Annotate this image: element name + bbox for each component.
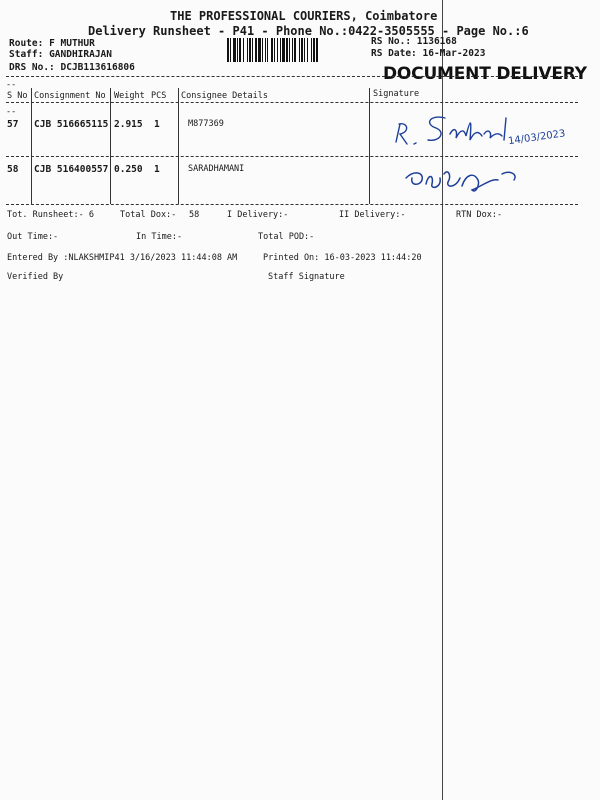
rule-table-bottom	[6, 204, 578, 205]
staff-label: Staff:	[9, 49, 44, 60]
col-header-signature: Signature	[373, 89, 420, 99]
rtn-dox: RTN Dox:-	[456, 210, 503, 220]
barcode-bar	[304, 38, 305, 62]
dash-mark-2: --	[6, 107, 17, 117]
barcode-bar	[267, 38, 268, 62]
barcode-bar	[255, 38, 257, 62]
row-57-weight: 2.915	[114, 119, 143, 130]
route-value: F MUTHUR	[49, 38, 95, 49]
barcode-bar	[265, 38, 266, 62]
barcode-bar	[294, 38, 296, 62]
barcode-bar	[249, 38, 251, 62]
handwritten-date: 14/03/2023	[507, 128, 567, 148]
rule-header-bottom	[6, 102, 578, 103]
barcode-bar	[274, 38, 275, 62]
row-57-consignee: M877369	[188, 119, 224, 129]
row-57-consignment: CJB 516665115	[34, 119, 109, 130]
row-57-pcs: 1	[154, 119, 160, 130]
barcode-bar	[230, 38, 231, 62]
barcode-image	[227, 38, 355, 62]
in-time: In Time:-	[136, 232, 183, 242]
rule-row-57-bottom	[6, 156, 578, 157]
row-58-pcs: 1	[154, 164, 160, 175]
rs-date-line	[371, 48, 485, 59]
verified-by: Verified By	[7, 272, 64, 282]
rs-date-value: 16-Mar-2023	[422, 48, 486, 59]
drs-value: DCJB113616806	[60, 62, 135, 73]
staff-value: GANDHIRAJAN	[49, 49, 112, 60]
barcode-bar	[262, 38, 263, 62]
barcode-bar	[299, 38, 300, 62]
row-58-sno: 58	[7, 164, 19, 175]
staff-line	[9, 49, 112, 60]
signature-row-57	[390, 110, 570, 154]
company-title: THE PROFESSIONAL COURIERS, Coimbatore	[170, 9, 438, 23]
barcode-bar	[301, 38, 303, 62]
col-divider-2	[110, 88, 111, 204]
barcode-bar	[277, 38, 278, 62]
document-delivery-stamp: DOCUMENT DELIVERY	[383, 64, 587, 84]
i-delivery: I Delivery:-	[227, 210, 289, 220]
row-57-sno: 57	[7, 119, 19, 130]
printed-on: Printed On: 16-03-2023 11:44:20	[263, 253, 422, 263]
drs-line	[9, 62, 135, 73]
rule-top	[6, 76, 380, 77]
dash-mark: --	[6, 80, 17, 90]
barcode-bar	[252, 38, 253, 62]
barcode-bar	[227, 38, 229, 62]
col-divider-3	[178, 88, 179, 204]
signature-row-58	[402, 164, 532, 198]
col-divider-1	[31, 88, 32, 204]
col-header-weight: Weight	[114, 91, 145, 101]
barcode-bar	[239, 38, 241, 62]
barcode-bar	[307, 38, 308, 62]
barcode-bar	[311, 38, 312, 62]
runsheet-subtitle: Delivery Runsheet - P41 - Phone No.:0422-3505555 - Page No.:6	[88, 24, 529, 38]
rule-top-right	[382, 76, 578, 77]
out-time: Out Time:-	[7, 232, 59, 242]
barcode-bar	[282, 38, 285, 62]
total-pod: Total POD:-	[258, 232, 315, 242]
col-divider-4	[369, 88, 370, 204]
staff-signature: Staff Signature	[268, 272, 345, 282]
rs-date-label: RS Date:	[371, 48, 417, 59]
drs-label: DRS No.:	[9, 62, 55, 73]
barcode-bar	[247, 38, 248, 62]
col-header-sno: S No	[7, 91, 28, 101]
rs-no-line	[371, 36, 457, 47]
row-58-consignment: CJB 516400557	[34, 164, 109, 175]
route-label: Route:	[9, 38, 44, 49]
col-header-consignee: Consignee Details	[181, 91, 268, 101]
col-header-pcs: PCS	[151, 91, 167, 101]
barcode-bar	[233, 38, 236, 62]
row-58-weight: 0.250	[114, 164, 143, 175]
barcode-bar	[271, 38, 273, 62]
tot-runsheet: Tot. Runsheet:- 6	[7, 210, 94, 220]
barcode-bar	[292, 38, 293, 62]
col-header-consignment: Consignment No	[34, 91, 106, 101]
route-line	[9, 38, 95, 49]
barcode-bar	[258, 38, 261, 62]
barcode-bar	[289, 38, 290, 62]
barcode-bar	[237, 38, 238, 62]
row-58-consignee: SARADHAMANI	[188, 164, 245, 174]
total-dox-label: Total Dox:-	[120, 210, 177, 220]
rs-no-label: RS No.:	[371, 36, 412, 47]
ii-delivery: II Delivery:-	[339, 210, 406, 220]
barcode-bar	[243, 38, 244, 62]
rs-no-value: 1136168	[416, 36, 457, 47]
barcode-bar	[286, 38, 288, 62]
barcode-bar	[316, 38, 318, 62]
total-dox-value: 58	[189, 210, 200, 220]
barcode-bar	[313, 38, 315, 62]
entered-by: Entered By :NLAKSHMIP41 3/16/2023 11:44:08 AM	[7, 253, 238, 263]
barcode-bar	[280, 38, 281, 62]
